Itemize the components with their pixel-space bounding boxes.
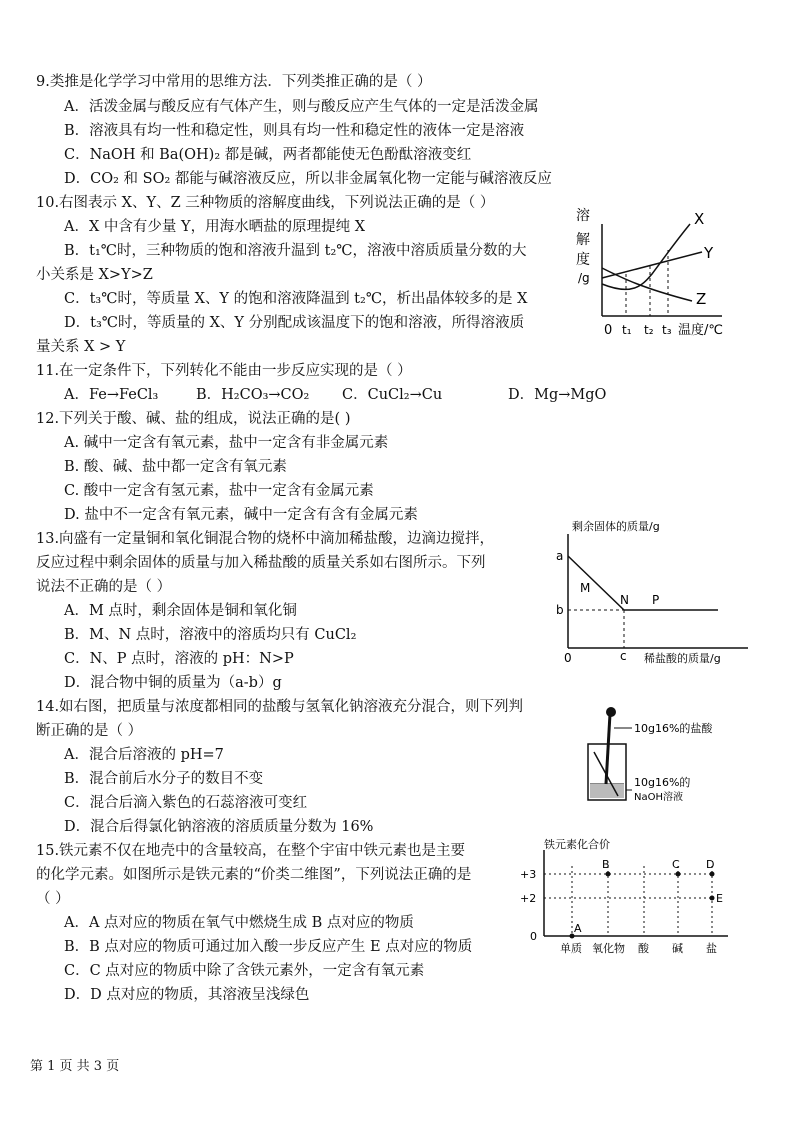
q9-stem: 9.类推是化学学习中常用的思维方法．下列类推正确的是（ ） bbox=[36, 74, 432, 90]
q9-option-c: C．NaOH 和 Ba(OH)₂ 都是碱，两者都能使无色酚酞溶液变红 bbox=[64, 147, 472, 163]
iron-valence-class-graph bbox=[518, 836, 774, 958]
q12-option-a: A. 碱中一定含有氧元素，盐中一定含有非金属元素 bbox=[64, 435, 389, 451]
q9-option-a: A．活泼金属与酸反应有气体产生，则与酸反应产生气体的一定是活泼金属 bbox=[64, 99, 539, 115]
xcat-salt: 盐 bbox=[706, 942, 717, 955]
q15-option-a: A．A 点对应的物质在氧气中燃烧生成 B 点对应的物质 bbox=[64, 915, 414, 931]
point-b bbox=[606, 872, 611, 877]
xcat-acid: 酸 bbox=[638, 942, 649, 955]
solubility-ylabel-2: 解 bbox=[576, 232, 590, 248]
solubility-curve-figure bbox=[572, 206, 772, 346]
q14-stem-line2: 断正确的是（ ） bbox=[36, 723, 143, 739]
q10-option-a: A．X 中含有少量 Y，用海水晒盐的原理提纯 X bbox=[64, 219, 366, 235]
base-label-line2: NaOH溶液 bbox=[634, 792, 683, 803]
xcat-elemental: 单质 bbox=[560, 942, 582, 955]
point-b-label: B bbox=[602, 858, 610, 871]
ytick-zero: 0 bbox=[530, 930, 537, 943]
point-a-label: A bbox=[574, 922, 582, 935]
q13-option-b: B．M、N 点时，溶液中的溶质均只有 CuCl₂ bbox=[64, 627, 357, 643]
solubility-ylabel-unit: /g bbox=[578, 271, 590, 285]
q9-option-b: B．溶液具有均一性和稳定性，则具有均一性和稳定性的液体一定是溶液 bbox=[64, 123, 525, 139]
page-footer: 第 1 页 共 3 页 bbox=[30, 1059, 120, 1074]
curve-z bbox=[602, 268, 692, 301]
dropper-tube bbox=[606, 714, 610, 784]
ytick-plus2: +2 bbox=[520, 892, 537, 905]
q10-option-b-line2: 小关系是 X>Y>Z bbox=[36, 267, 153, 283]
q10-option-c: C．t₃℃时，等质量 X、Y 的饱和溶液降温到 t₂℃，析出晶体较多的是 X bbox=[64, 291, 528, 307]
point-p-label: P bbox=[652, 593, 660, 607]
q15-option-b: B．B 点对应的物质可通过加入酸一步反应产生 E 点对应的物质 bbox=[64, 939, 473, 955]
tick-t3: t₃ bbox=[662, 323, 672, 337]
q11-option-d: D．Mg→MgO bbox=[508, 387, 607, 403]
q9-option-d: D．CO₂ 和 SO₂ 都能与碱溶液反应，所以非金属氧化物一定能与碱溶液反应 bbox=[64, 171, 552, 187]
q13-stem-line3: 说法不正确的是（ ） bbox=[36, 579, 172, 595]
q11-option-c: C．CuCl₂→Cu bbox=[342, 387, 443, 403]
residual-ylabel: 剩余固体的质量/g bbox=[572, 520, 660, 533]
residual-solid-graph bbox=[548, 518, 776, 668]
q14-option-d: D．混合后得氯化钠溶液的溶质质量分数为 16% bbox=[64, 819, 374, 835]
q15-option-c: C．C 点对应的物质中除了含铁元素外，一定含有氧元素 bbox=[64, 963, 425, 979]
dropper-bulb bbox=[606, 707, 616, 717]
solubility-xlabel: 温度/℃ bbox=[678, 323, 723, 338]
q10-option-d-line1: D．t₃℃时，等质量的 X、Y 分别配成该温度下的饱和溶液，所得溶液质 bbox=[64, 315, 525, 331]
q12-stem: 12.下列关于酸、碱、盐的组成，说法正确的是( ) bbox=[36, 411, 351, 427]
solubility-origin: 0 bbox=[604, 323, 613, 338]
solubility-ylabel-1: 溶 bbox=[576, 208, 590, 224]
point-c bbox=[676, 872, 681, 877]
solubility-ylabel-3: 度 bbox=[576, 252, 590, 268]
q13-stem-line1: 13.向盛有一定量铜和氧化铜混合物的烧杯中滴加稀盐酸，边滴边搅拌， bbox=[36, 531, 495, 547]
q12-option-b: B. 酸、碱、盐中都一定含有氧元素 bbox=[64, 459, 287, 475]
acid-label: 10g16%的盐酸 bbox=[634, 722, 713, 735]
mixing-beaker-figure bbox=[574, 704, 774, 808]
point-m-label: M bbox=[580, 581, 591, 595]
tick-t1: t₁ bbox=[622, 323, 632, 337]
q14-option-c: C．混合后滴入紫色的石蕊溶液可变红 bbox=[64, 795, 308, 811]
residual-line bbox=[568, 556, 718, 610]
point-n-label: N bbox=[620, 593, 629, 607]
point-d-label: D bbox=[706, 858, 715, 871]
q12-option-d: D. 盐中不一定含有氧元素，碱中一定含有含有金属元素 bbox=[64, 507, 418, 523]
point-e-label: E bbox=[716, 892, 723, 905]
curve-z-label: Z bbox=[696, 290, 707, 308]
label-b: b bbox=[556, 603, 564, 617]
q11-option-b: B．H₂CO₃→CO₂ bbox=[196, 387, 310, 403]
xcat-oxide: 氧化物 bbox=[592, 942, 625, 955]
curve-x-label: X bbox=[694, 210, 705, 228]
q15-stem-line2: 的化学元素。如图所示是铁元素的“价类二维图”，下列说法正确的是 bbox=[36, 867, 472, 883]
curve-x bbox=[602, 224, 690, 289]
curve-y-label: Y bbox=[704, 244, 714, 262]
q10-option-b-line1: B．t₁℃时，三种物质的饱和溶液升温到 t₂℃，溶液中溶质质量分数的大 bbox=[64, 243, 527, 259]
point-c-label: C bbox=[672, 858, 680, 871]
label-a: a bbox=[556, 549, 564, 563]
q14-option-b: B．混合前后水分子的数目不变 bbox=[64, 771, 264, 787]
point-e bbox=[710, 896, 715, 901]
q11-stem: 11.在一定条件下，下列转化不能由一步反应实现的是（ ） bbox=[36, 363, 412, 379]
point-d bbox=[710, 872, 715, 877]
tick-t2: t₂ bbox=[644, 323, 654, 337]
q14-stem-line1: 14.如右图，把质量与浓度都相同的盐酸与氢氧化钠溶液充分混合，则下列判 bbox=[36, 699, 524, 715]
q13-option-c: C．N、P 点时，溶液的 pH：N>P bbox=[64, 651, 294, 667]
q10-option-d-line2: 量关系 X > Y bbox=[36, 339, 126, 355]
xcat-base: 碱 bbox=[672, 942, 683, 955]
q12-option-c: C. 酸中一定含有氢元素，盐中一定含有金属元素 bbox=[64, 483, 374, 499]
q15-stem-line3: （ ） bbox=[36, 891, 70, 907]
q13-option-a: A．M 点时，剩余固体是铜和氧化铜 bbox=[64, 603, 297, 619]
ytick-plus3: +3 bbox=[520, 868, 537, 881]
valence-ylabel: 铁元素化合价 bbox=[544, 838, 610, 851]
q15-stem-line1: 15.铁元素不仅在地壳中的含量较高，在整个宇宙中铁元素也是主要 bbox=[36, 843, 466, 859]
q13-option-d: D．混合物中铜的质量为（a-b）g bbox=[64, 675, 282, 691]
q10-stem: 10.右图表示 X、Y、Z 三种物质的溶解度曲线，下列说法正确的是（ ） bbox=[36, 195, 495, 211]
q14-option-a: A．混合后溶液的 pH=7 bbox=[64, 747, 224, 763]
base-label-line1: 10g16%的 bbox=[634, 776, 691, 789]
q15-option-d: D．D 点对应的物质，其溶液呈浅绿色 bbox=[64, 987, 310, 1003]
residual-xlabel: 稀盐酸的质量/g bbox=[644, 652, 721, 665]
residual-origin: 0 bbox=[564, 651, 572, 665]
naoh-solution bbox=[590, 784, 624, 798]
q11-option-a: A．Fe→FeCl₃ bbox=[64, 387, 159, 403]
label-c: c bbox=[620, 649, 627, 663]
q13-stem-line2: 反应过程中剩余固体的质量与加入稀盐酸的质量关系如右图所示。下列 bbox=[36, 555, 486, 571]
